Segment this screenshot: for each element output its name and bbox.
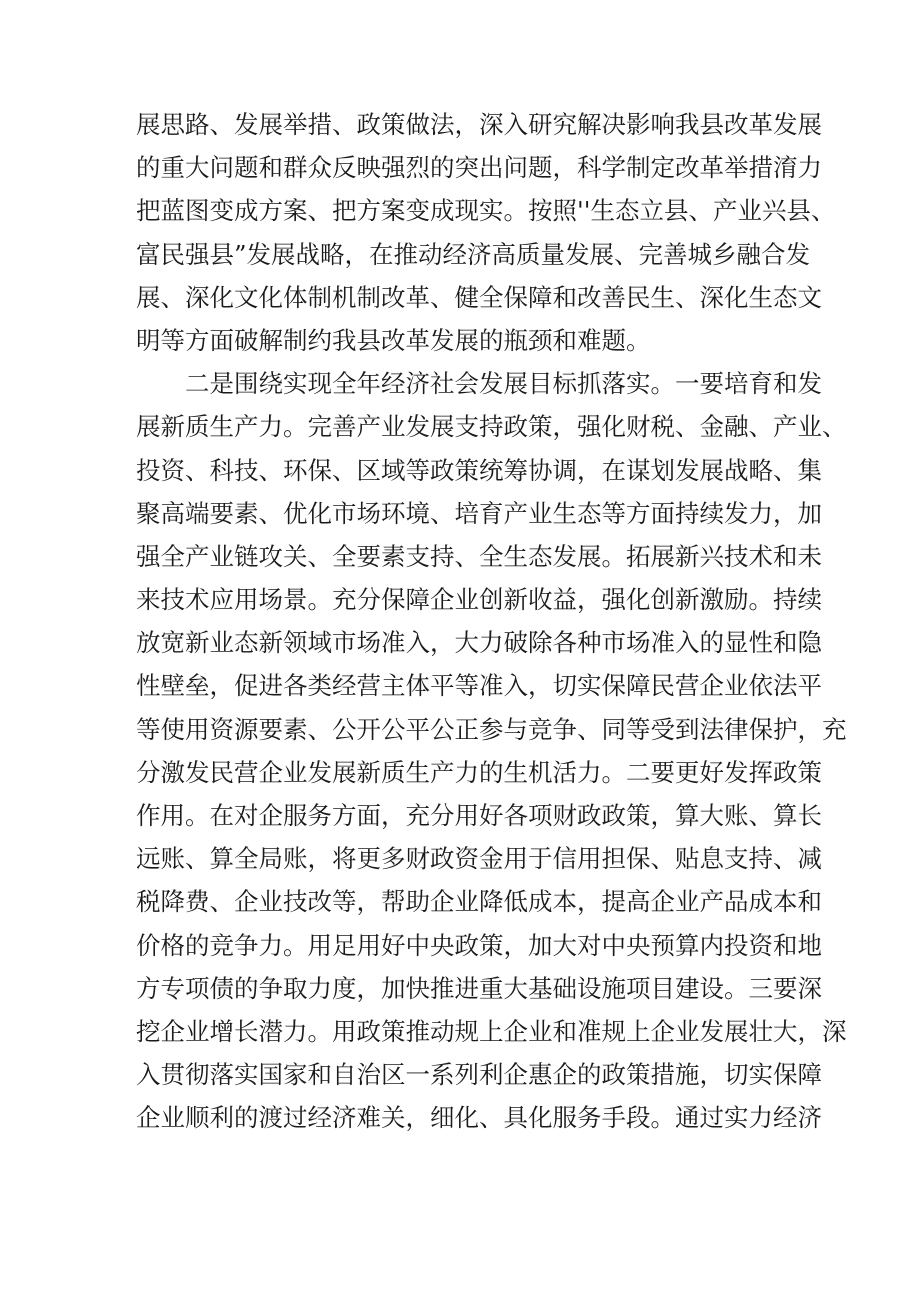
text-line: 二是围绕实现全年经济社会发展目标抓落实。一要培育和发 [136, 369, 822, 399]
paragraph-economic-goals [136, 362, 847, 1139]
text-line: 来技术应用场景。充分保障企业创新收益，强化创新激励。持续 [136, 585, 822, 615]
text-line: 性壁垒，促进各类经营主体平等准入，切实保障民营企业依法平 [136, 671, 822, 701]
text-line: 投资、科技、环保、区域等政策统筹协调，在谋划发展战略、集 [136, 455, 822, 485]
body-text [136, 103, 847, 1140]
text-line: 明等方面破解制约我县改革发展的瓶颈和难题。 [136, 325, 651, 355]
text-line: 企业顺利的渡过经济难关，细化、具化服务手段。通过实力经济 [136, 1103, 822, 1133]
text-line: 展、深化文化体制机制改革、健全保障和改善民生、深化生态文 [136, 282, 822, 312]
paragraph-strategy [136, 103, 836, 362]
text-line: 聚高端要素、优化市场环境、培育产业生态等方面持续发力，加 [136, 498, 822, 528]
text-line: 价格的竞争力。用足用好中央政策，加大对中央预算内投资和地 [136, 930, 822, 960]
text-line: 入贯彻落实国家和自治区一系列利企惠企的政策措施，切实保障 [136, 1060, 822, 1090]
text-line: 的重大问题和群众反映强烈的突出问题，科学制定改革举措淯力 [136, 153, 822, 183]
text-line: 方专项债的争取力度，加快推进重大基础设施项目建设。三要深 [136, 973, 822, 1003]
text-line: 远账、算全局账，将更多财政资金用于信用担保、贴息支持、减 [136, 844, 822, 874]
text-line: 展思路、发展举措、政策做法，深入研究解决影响我县改革发展 [136, 110, 822, 139]
text-line: 挖企业增长潜力。用政策推动规上企业和准规上企业发展壮大，深 [136, 1016, 847, 1046]
text-line: 分激发民营企业发展新质生产力的生机活力。二要更好发挥政策 [136, 757, 822, 787]
text-line: 放宽新业态新领域市场准入，大力破除各种市场准入的显性和隐 [136, 628, 822, 658]
text-line: 富民强县”发展战略，在推动经济高质量发展、完善城乡融合发 [136, 239, 811, 269]
text-line: 等使用资源要素、公开公平公正参与竞争、同等受到法律保护，充 [136, 714, 847, 744]
text-line: 作用。在对企服务方面，充分用好各项财政政策，算大账、算长 [136, 801, 822, 830]
text-line: 税降费、企业技改等，帮助企业降低成本，提高企业产品成本和 [136, 887, 822, 917]
text-line: 把蓝图变成方案、把方案变成现实。按照''生态立县、产业兴县、 [136, 196, 836, 226]
text-line: 展新质生产力。完善产业发展支持政策，强化财税、金融、产业、 [136, 412, 847, 442]
text-line: 强全产业链攻关、全要素支持、全生态发展。拓展新兴技术和未 [136, 541, 822, 571]
